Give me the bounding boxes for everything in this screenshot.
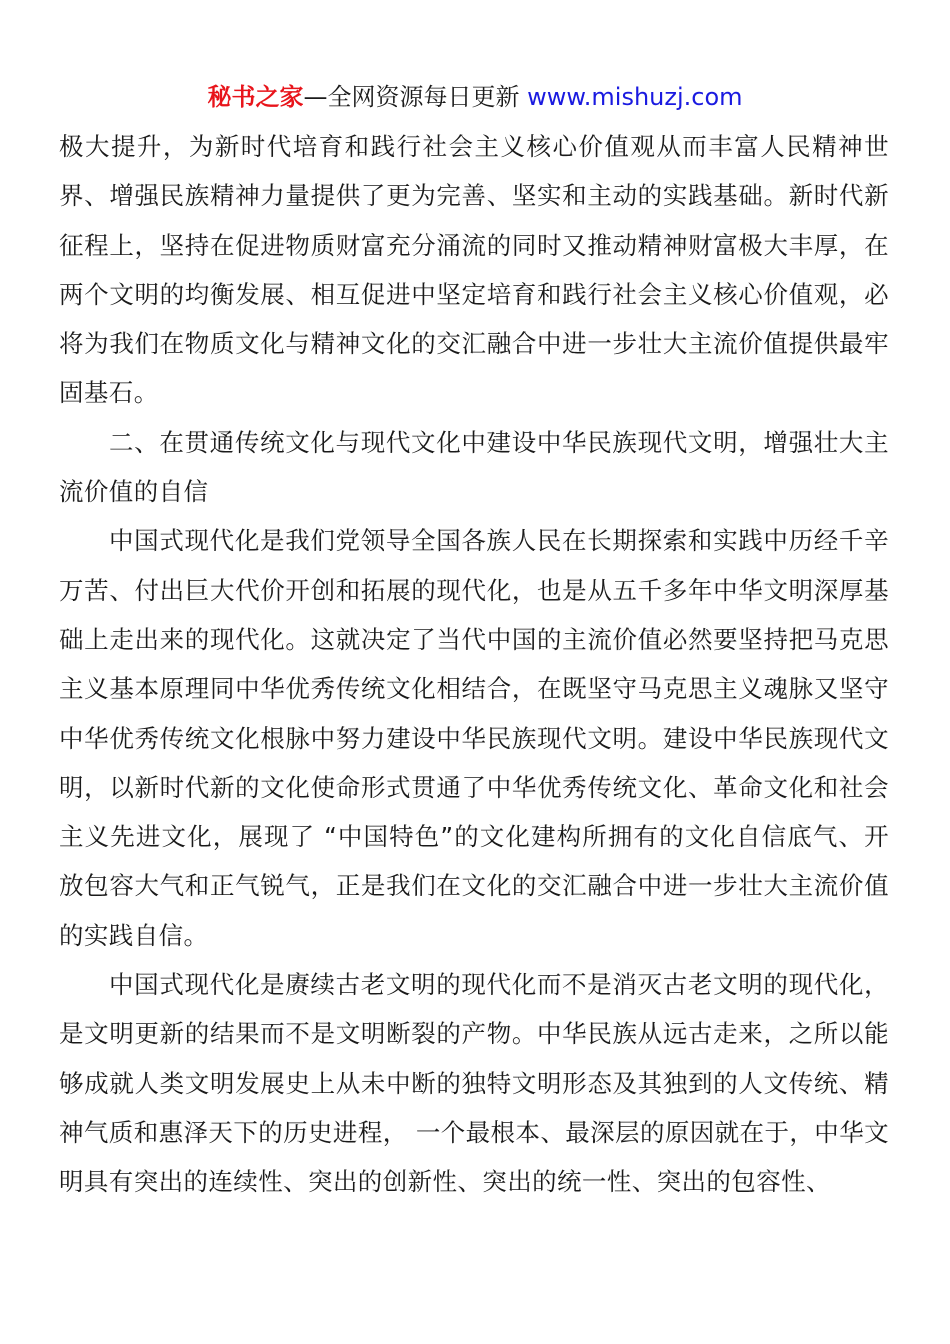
site-url-link[interactable]: www.mishuzj.com [527,83,743,111]
site-brand: 秘书之家 [207,83,304,111]
page-header [0,80,950,114]
paragraph: 中国式现代化是赓续古老文明的现代化而不是消灭古老文明的现代化，是文明更新的结果而不是文明断裂的产物。中华民族从远古走来，之所以能够成就人类文明发展史上从未中断的独特文明形态及其独到的人文传统、精神气质和惠泽天下的历史进程， 一个最根本、最深层的原因就在于，中华文明具有突出的连续性、突出的创新性、突出的统一性、突出的包容性、 [59,970,889,1197]
paragraph: 中国式现代化是我们党领导全国各族人民在长期探索和实践中历经千辛万苦、付出巨大代价开创和拓展的现代化，也是从五千多年中华文明深厚基础上走出来的现代化。这就决定了当代中国的主流价值必然要坚持把马克思主义基本原理同中华优秀传统文化相结合，在既坚守马克思主义魂脉又坚守中华优秀传统文化根脉中努力建设中华民族现代文明。建设中华民族现代文明，以新时代新的文化使命形式贯通了中华优秀传统文化、革命文化和社会主义先进文化，展现了 “中国特色”的文化建构所拥有的文化自信底气、开放包容大气和正气锐气，正是我们在文化的交汇融合中进一步壮大主流价值的实践自信。 [59,526,889,950]
document-body [59,122,889,1207]
section-heading: 二、在贯通传统文化与现代文化中建设中华民族现代文明，增强壮大主流价值的自信 [59,427,889,507]
paragraph-continuation: 极大提升，为新时代培育和践行社会主义核心价值观从而丰富人民精神世界、增强民族精神力量提供了更为完善、坚实和主动的实践基础。新时代新征程上，坚持在促进物质财富充分涌流的同时又推动精神财富极大丰厚，在两个文明的均衡发展、相互促进中坚定培育和践行社会主义核心价值观，必将为我们在物质文化与精神文化的交汇融合中进一步壮大主流价值提供最牢固基石。 [59,132,889,408]
site-tagline: —全网资源每日更新 [303,83,528,111]
